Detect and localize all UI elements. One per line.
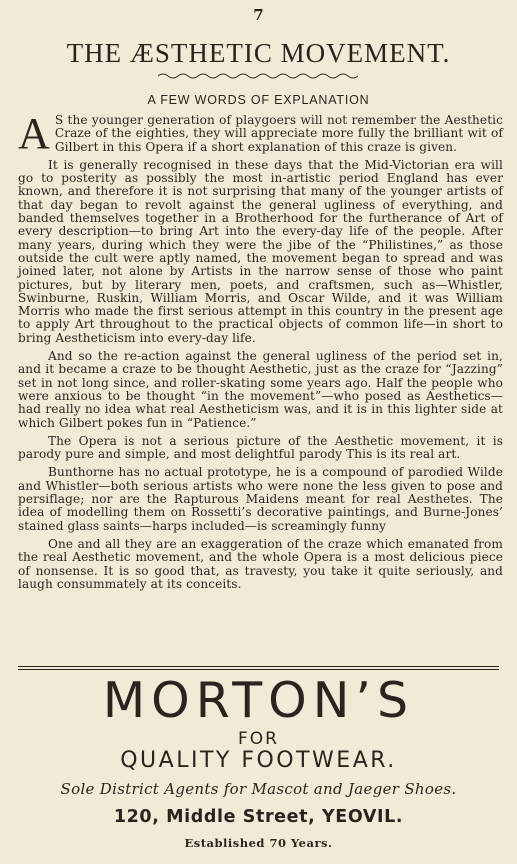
paragraph-text: S the younger generation of playgoers will not remember the Aesthetic Craze of the eighties, they will appreciate more fully the brilliant wit of Gilbert in this Opera if a short explanation of this craze is given.	[54, 113, 503, 154]
article-subtitle: A FEW WORDS OF EXPLANATION	[147, 93, 370, 107]
divider-rule	[18, 666, 499, 667]
paragraph: Bunthorne has no actual prototype, he is a compound of parodied Wilde and Whistler—both serious artists who were none the less given to pose and persiflage; nor are the Rapturous Maidens meant for real Aesthetes. The idea of modelling them on Rossetti’s decorative paintings, and Burne-Jones’ stained glass saints—harps included—is screamingly funny	[18, 465, 503, 533]
divider-rule	[18, 669, 499, 670]
advert-address: 120, Middle Street, YEOVIL.	[113, 807, 404, 827]
paragraph: It is generally recognised in these days that the Mid-Victorian era will go to posterity as possibly the most in-artistic period England has ever known, and therefore it is not surprising that many of the younger artists of that day began to revolt against the general ugliness of everything, and banded themselves together in a Brotherhood for the furtherance of Art of every description—to bring Art into the every-day life of the people. After many years, during which they were the jibe of the “Philistines,” as those outside the cult were aptly named, the movement began to spread and was joined later, not alone by Artists in the narrow sense of those who paint pictures, but by literary men, poets, and craftsmen, such as—Whistler, Swinburne, Ruskin, William Morris, and Oscar Wilde, and it was William Morris who made the first serious attempt in this country in the present age to apply Art throughout to the practical objects of common life—in short to bring Aestheticism into every-day life.	[18, 157, 503, 345]
article-title: THE ÆSTHETIC MOVEMENT.	[66, 38, 451, 68]
paragraph	[18, 109, 503, 158]
paragraph: One and all they are an exaggeration of the craze which emanated from the real Aesthetic movement, and the whole Opera is a most delicious piece of nonsense. It is so good that, as travesty, you take it quite seriously, and laugh consummately at its conceits.	[18, 536, 503, 591]
advert-established: Established 70 Years.	[184, 836, 333, 850]
drop-cap: A	[18, 109, 50, 158]
advert-agents: Sole District Agents for Mascot and Jaeger Shoes.	[60, 780, 457, 798]
ornament-divider	[158, 72, 358, 80]
advert-for: FOR	[238, 729, 279, 749]
advert-brand: MORTON’S	[102, 672, 415, 729]
advert-tagline: QUALITY FOOTWEAR.	[120, 748, 397, 773]
page-number: 7	[253, 6, 264, 24]
article-body	[18, 109, 503, 596]
paragraph: The Opera is not a serious picture of the Aesthetic movement, it is parody pure and simple, and most delightful parody This is its real art.	[18, 433, 503, 462]
paragraph: And so the re-action against the general ugliness of the period set in, and it became a craze to be thought Aesthetic, just as the craze for “Jazzing” set in not long since, and roller-skating some years ago. Half the people who were anxious to be thought “in the movement”—who posed as Aesthetics—had really no idea what real Aestheticism was, and it is in this lighter side at which Gilbert pokes fun in “Patience.”	[18, 349, 503, 430]
